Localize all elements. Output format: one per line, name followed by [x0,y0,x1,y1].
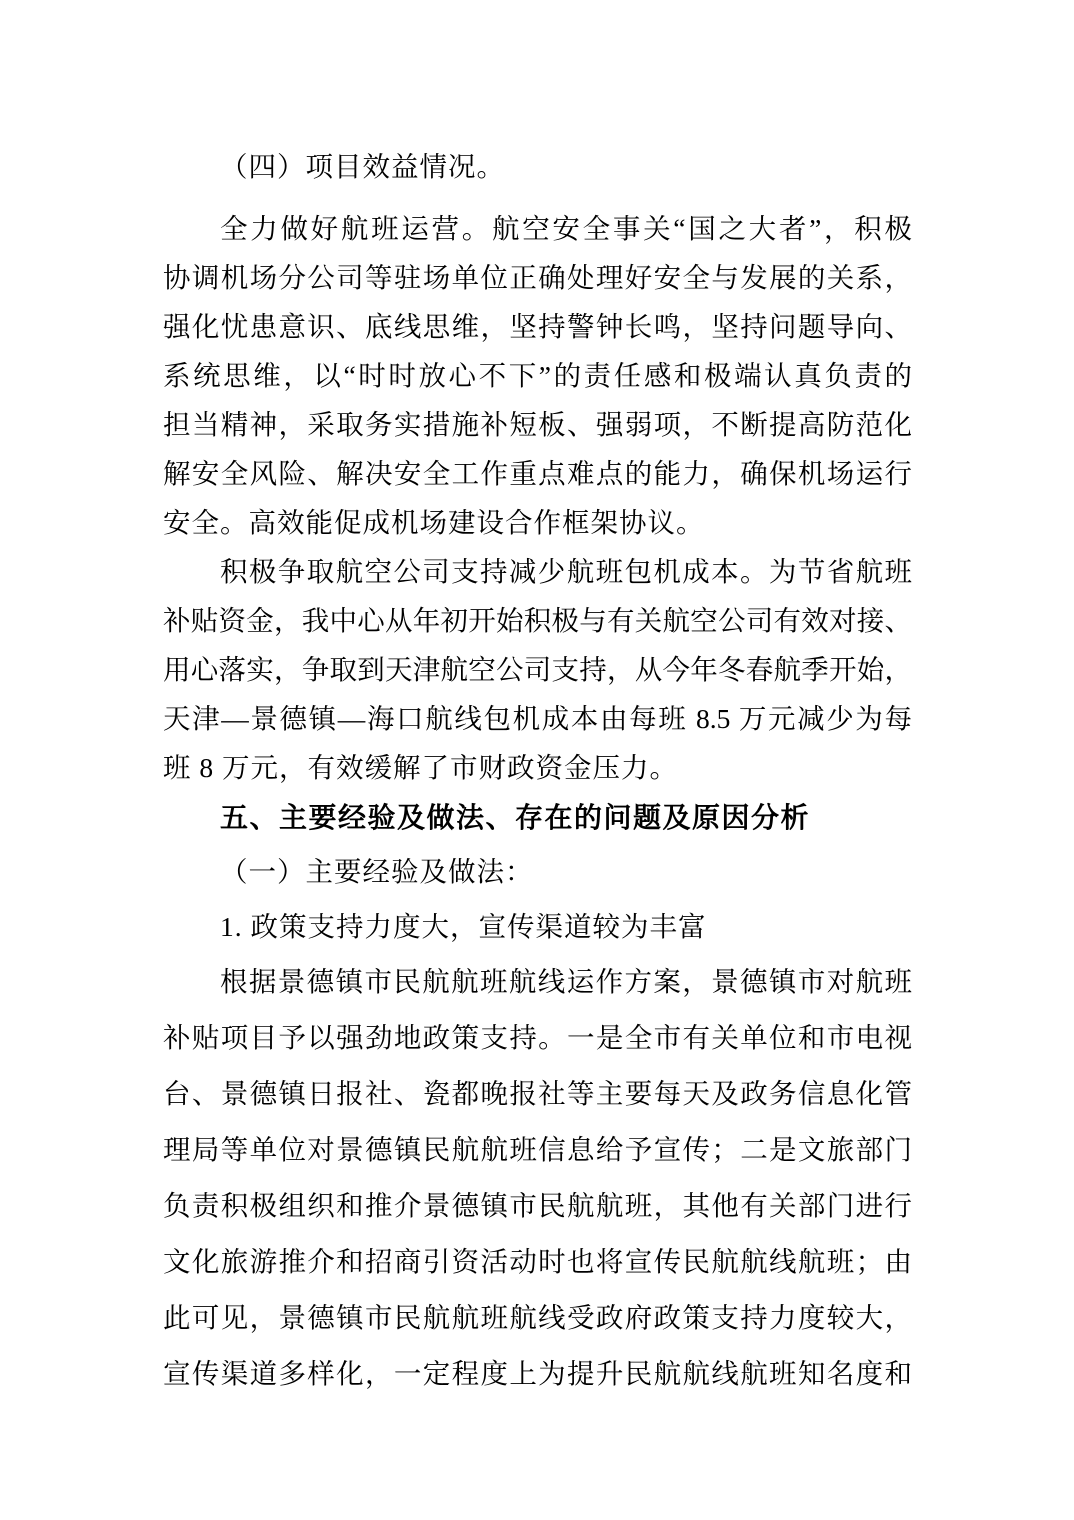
body-line: 此可见，景德镇市民航航班航线受政府政策支持力度较大， [163,1302,912,1333]
body-line: 担当精神，采取务实措施补短板、强弱项，不断提高防范化 [163,409,912,440]
body-line: 系统思维，以“时时放心不下”的责任感和极端认真负责的 [163,360,912,391]
paragraph-last-line: 班 8 万元，有效缓解了市财政资金压力。 [163,752,678,783]
body-line: 补贴项目予以强劲地政策支持。一是全市有关单位和市电视 [163,1022,912,1053]
body-line: 补贴资金，我中心从年初开始积极与有关航空公司有效对接、 [163,605,912,636]
numbered-heading-1: 1. 政策支持力度大，宣传渠道较为丰富 [220,911,707,942]
paragraph-first-line: 积极争取航空公司支持减少航班包机成本。为节省航班 [220,556,912,587]
body-line: 协调机场分公司等驻场单位正确处理好安全与发展的关系， [163,262,912,293]
section-heading-5: 五、主要经验及做法、存在的问题及原因分析 [220,802,811,833]
subheading-item-4: （四）项目效益情况。 [220,151,505,182]
body-line: 文化旅游推介和招商引资活动时也将宣传民航航线航班；由 [163,1246,912,1277]
paragraph-last-line: 安全。高效能促成机场建设合作框架协议。 [163,507,705,538]
body-line: 天津—景德镇—海口航线包机成本由每班 8.5 万元减少为每 [163,703,912,734]
paragraph-first-line: 全力做好航班运营。航空安全事关“国之大者”，积极 [220,213,912,244]
body-line: 强化忧患意识、底线思维，坚持警钟长鸣，坚持问题导向、 [163,311,912,342]
body-line: 台、景德镇日报社、瓷都晚报社等主要每天及政务信息化管 [163,1078,912,1109]
body-line: 负责积极组织和推介景德镇市民航航班，其他有关部门进行 [163,1190,912,1221]
paragraph-first-line: 根据景德镇市民航航班航线运作方案，景德镇市对航班 [220,966,912,997]
body-line: 解安全风险、解决安全工作重点难点的能力，确保机场运行 [163,458,912,489]
body-line: 宣传渠道多样化，一定程度上为提升民航航线航班知名度和 [163,1358,912,1389]
subheading-item-1: （一）主要经验及做法： [220,856,534,887]
body-line: 理局等单位对景德镇民航航班信息给予宣传；二是文旅部门 [163,1134,912,1165]
body-line: 用心落实，争取到天津航空公司支持，从今年冬春航季开始， [163,654,912,685]
